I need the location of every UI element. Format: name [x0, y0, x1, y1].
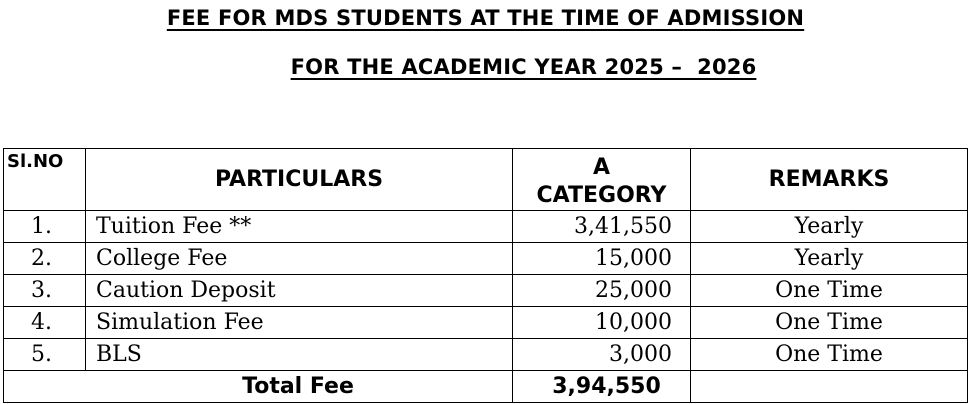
cell-slno: 3.	[4, 275, 86, 307]
total-row	[4, 371, 968, 403]
title-line-2: FOR THE ACADEMIC YEAR 2025 – 2026	[290, 55, 757, 79]
cell-remarks: One Time	[691, 339, 968, 371]
cell-particulars: BLS	[86, 339, 513, 371]
table-row	[4, 243, 968, 275]
cell-amount: 3,41,550	[513, 211, 691, 243]
cell-particulars: Simulation Fee	[86, 307, 513, 339]
fee-table	[3, 148, 968, 403]
cell-particulars: College Fee	[86, 243, 513, 275]
cell-slno: 4.	[4, 307, 86, 339]
cell-amount: 3,000	[513, 339, 691, 371]
cell-slno: 2.	[4, 243, 86, 275]
header-category	[513, 149, 691, 211]
cell-amount: 25,000	[513, 275, 691, 307]
cell-amount: 15,000	[513, 243, 691, 275]
table-row	[4, 307, 968, 339]
header-category-line1: A	[592, 155, 611, 180]
total-remarks	[691, 371, 968, 403]
cell-amount: 10,000	[513, 307, 691, 339]
cell-remarks: One Time	[691, 275, 968, 307]
total-amount: 3,94,550	[513, 371, 691, 403]
table-row	[4, 211, 968, 243]
table-header-row	[4, 149, 968, 211]
cell-slno: 1.	[4, 211, 86, 243]
header-remarks: REMARKS	[691, 149, 968, 211]
cell-particulars: Tuition Fee **	[86, 211, 513, 243]
cell-particulars: Caution Deposit	[86, 275, 513, 307]
title-line-1: FEE FOR MDS STUDENTS AT THE TIME OF ADMISSION	[166, 6, 805, 30]
cell-slno: 5.	[4, 339, 86, 371]
header-slno: Sl.NO	[4, 149, 86, 211]
table-row	[4, 275, 968, 307]
table-row	[4, 339, 968, 371]
cell-remarks: Yearly	[691, 211, 968, 243]
cell-remarks: Yearly	[691, 243, 968, 275]
header-particulars: PARTICULARS	[86, 149, 513, 211]
total-label: Total Fee	[4, 371, 513, 403]
cell-remarks: One Time	[691, 307, 968, 339]
header-category-line2: CATEGORY	[536, 182, 667, 208]
